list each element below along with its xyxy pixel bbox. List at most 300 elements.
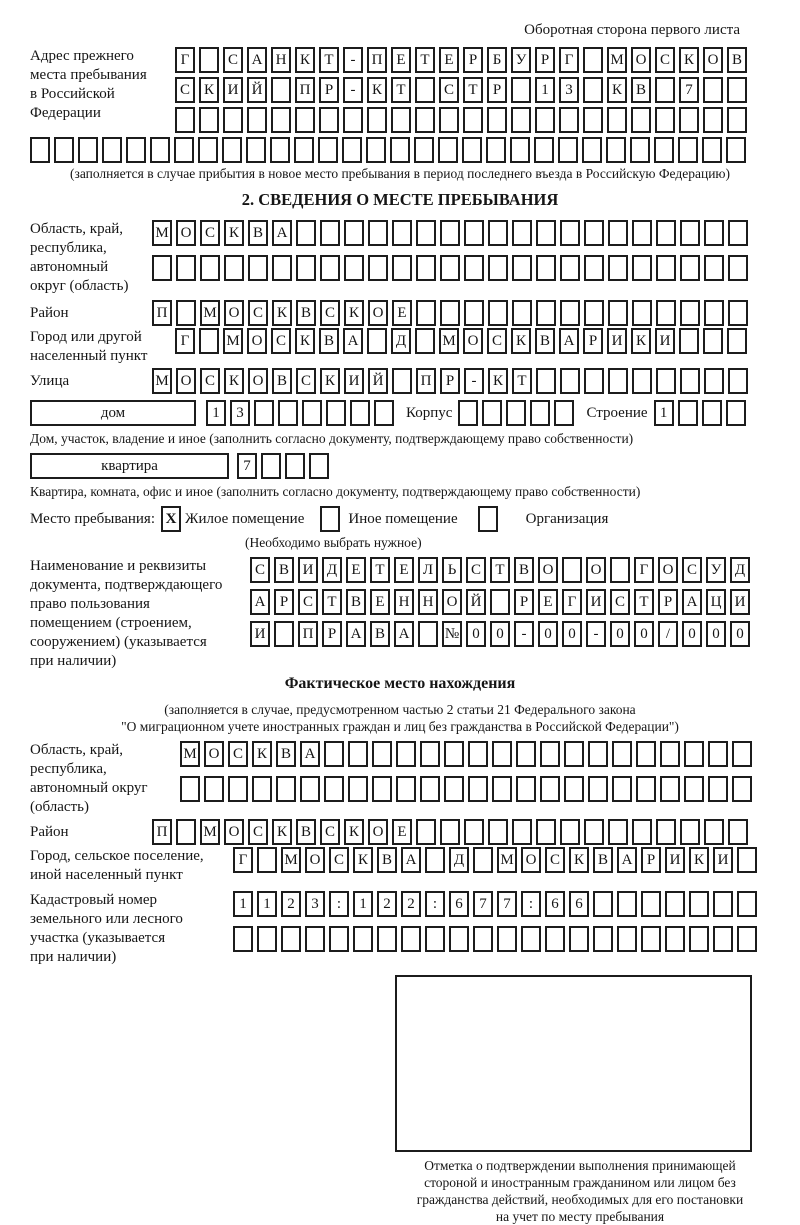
char-box[interactable] (150, 137, 170, 163)
char-box[interactable]: 1 (206, 400, 226, 426)
char-box[interactable]: Д (391, 328, 411, 354)
char-box[interactable] (512, 220, 532, 246)
checkbox-residential[interactable]: X (161, 506, 181, 532)
char-box[interactable] (416, 819, 436, 845)
char-box[interactable] (439, 107, 459, 133)
char-box[interactable] (655, 77, 675, 103)
char-box[interactable] (655, 107, 675, 133)
char-box[interactable] (583, 107, 603, 133)
char-box[interactable]: Н (271, 47, 291, 73)
char-box[interactable] (367, 328, 387, 354)
char-box[interactable]: М (200, 300, 220, 326)
char-box[interactable]: - (514, 621, 534, 647)
char-box[interactable]: / (658, 621, 678, 647)
char-box[interactable] (540, 776, 560, 802)
char-box[interactable] (222, 137, 242, 163)
char-box[interactable]: Й (466, 589, 486, 615)
char-box[interactable]: Е (370, 589, 390, 615)
char-box[interactable] (492, 741, 512, 767)
char-box[interactable]: Р (658, 589, 678, 615)
char-box[interactable]: О (224, 819, 244, 845)
char-box[interactable]: Б (487, 47, 507, 73)
char-box[interactable] (727, 107, 747, 133)
char-box[interactable]: Т (463, 77, 483, 103)
char-box[interactable]: К (607, 77, 627, 103)
char-box[interactable] (390, 137, 410, 163)
char-box[interactable] (636, 741, 656, 767)
char-box[interactable]: И (298, 557, 318, 583)
char-box[interactable]: О (176, 220, 196, 246)
char-box[interactable] (372, 741, 392, 767)
char-box[interactable] (583, 77, 603, 103)
char-box[interactable] (228, 776, 248, 802)
char-box[interactable]: 2 (401, 891, 421, 917)
char-box[interactable] (415, 77, 435, 103)
char-box[interactable]: 0 (490, 621, 510, 647)
char-box[interactable] (296, 220, 316, 246)
char-box[interactable]: К (679, 47, 699, 73)
char-box[interactable] (420, 741, 440, 767)
char-box[interactable] (516, 741, 536, 767)
char-box[interactable] (680, 819, 700, 845)
char-box[interactable] (416, 220, 436, 246)
char-box[interactable] (271, 107, 291, 133)
char-box[interactable] (545, 926, 565, 952)
char-box[interactable] (270, 137, 290, 163)
char-box[interactable] (348, 741, 368, 767)
char-box[interactable]: М (281, 847, 301, 873)
char-box[interactable] (530, 400, 550, 426)
char-box[interactable]: О (368, 819, 388, 845)
char-box[interactable]: К (367, 77, 387, 103)
char-box[interactable] (680, 368, 700, 394)
char-box[interactable]: Н (418, 589, 438, 615)
char-box[interactable] (416, 300, 436, 326)
char-box[interactable] (257, 847, 277, 873)
char-box[interactable] (152, 255, 172, 281)
char-box[interactable] (464, 220, 484, 246)
char-box[interactable]: В (377, 847, 397, 873)
char-box[interactable]: А (394, 621, 414, 647)
char-box[interactable]: 0 (730, 621, 750, 647)
char-box[interactable]: С (296, 368, 316, 394)
char-box[interactable]: В (276, 741, 296, 767)
char-box[interactable]: У (511, 47, 531, 73)
char-box[interactable]: О (463, 328, 483, 354)
char-box[interactable]: О (204, 741, 224, 767)
char-box[interactable] (199, 47, 219, 73)
char-box[interactable] (534, 137, 554, 163)
char-box[interactable] (656, 220, 676, 246)
char-box[interactable] (584, 255, 604, 281)
char-box[interactable]: К (295, 328, 315, 354)
char-box[interactable] (516, 776, 536, 802)
char-box[interactable]: 0 (634, 621, 654, 647)
char-box[interactable]: - (586, 621, 606, 647)
char-box[interactable]: М (439, 328, 459, 354)
char-box[interactable]: С (320, 819, 340, 845)
char-box[interactable]: 1 (257, 891, 277, 917)
char-box[interactable] (564, 741, 584, 767)
char-box[interactable]: 0 (706, 621, 726, 647)
char-box[interactable] (176, 255, 196, 281)
char-box[interactable] (656, 255, 676, 281)
char-box[interactable]: Р (440, 368, 460, 394)
char-box[interactable] (54, 137, 74, 163)
char-box[interactable]: А (300, 741, 320, 767)
char-box[interactable]: И (250, 621, 270, 647)
char-box[interactable] (612, 741, 632, 767)
char-box[interactable] (78, 137, 98, 163)
char-box[interactable] (606, 137, 626, 163)
char-box[interactable]: С (271, 328, 291, 354)
char-box[interactable] (560, 368, 580, 394)
char-box[interactable] (246, 137, 266, 163)
char-box[interactable] (126, 137, 146, 163)
char-box[interactable]: Е (394, 557, 414, 583)
char-box[interactable] (199, 328, 219, 354)
char-box[interactable] (593, 891, 613, 917)
char-box[interactable] (309, 453, 329, 479)
char-box[interactable] (703, 77, 723, 103)
char-box[interactable]: А (272, 220, 292, 246)
char-box[interactable] (512, 300, 532, 326)
char-box[interactable]: 7 (497, 891, 517, 917)
char-box[interactable]: О (368, 300, 388, 326)
char-box[interactable] (488, 255, 508, 281)
char-box[interactable]: К (689, 847, 709, 873)
char-box[interactable] (415, 328, 435, 354)
char-box[interactable] (665, 891, 685, 917)
char-box[interactable]: И (730, 589, 750, 615)
char-box[interactable]: : (521, 891, 541, 917)
char-box[interactable] (704, 300, 724, 326)
char-box[interactable] (689, 926, 709, 952)
char-box[interactable] (631, 107, 651, 133)
char-box[interactable]: Д (730, 557, 750, 583)
char-box[interactable] (612, 776, 632, 802)
char-box[interactable]: 6 (569, 891, 589, 917)
char-box[interactable]: О (305, 847, 325, 873)
char-box[interactable] (285, 453, 305, 479)
char-box[interactable]: Т (490, 557, 510, 583)
char-box[interactable]: Т (322, 589, 342, 615)
char-box[interactable] (632, 300, 652, 326)
char-box[interactable] (271, 77, 291, 103)
char-box[interactable]: И (655, 328, 675, 354)
char-box[interactable]: О (247, 328, 267, 354)
char-box[interactable] (329, 926, 349, 952)
char-box[interactable]: Е (392, 819, 412, 845)
char-box[interactable]: И (586, 589, 606, 615)
char-box[interactable]: В (296, 300, 316, 326)
char-box[interactable] (536, 819, 556, 845)
char-box[interactable]: С (610, 589, 630, 615)
char-box[interactable] (608, 819, 628, 845)
char-box[interactable]: О (538, 557, 558, 583)
char-box[interactable] (30, 137, 50, 163)
char-box[interactable]: К (488, 368, 508, 394)
char-box[interactable] (737, 926, 757, 952)
char-box[interactable] (482, 400, 502, 426)
char-box[interactable] (704, 819, 724, 845)
char-box[interactable] (176, 819, 196, 845)
char-box[interactable] (488, 300, 508, 326)
char-box[interactable]: М (152, 368, 172, 394)
char-box[interactable] (660, 741, 680, 767)
char-box[interactable] (583, 47, 603, 73)
char-box[interactable]: Р (641, 847, 661, 873)
char-box[interactable] (728, 220, 748, 246)
char-box[interactable] (438, 137, 458, 163)
char-box[interactable]: С (223, 47, 243, 73)
char-box[interactable] (377, 926, 397, 952)
char-box[interactable]: 1 (233, 891, 253, 917)
char-box[interactable]: В (272, 368, 292, 394)
char-box[interactable] (536, 368, 556, 394)
char-box[interactable]: П (152, 300, 172, 326)
char-box[interactable]: К (353, 847, 373, 873)
char-box[interactable] (342, 137, 362, 163)
char-box[interactable] (464, 300, 484, 326)
char-box[interactable]: С (466, 557, 486, 583)
char-box[interactable]: К (272, 819, 292, 845)
char-box[interactable] (511, 77, 531, 103)
char-box[interactable] (608, 220, 628, 246)
char-box[interactable] (462, 137, 482, 163)
char-box[interactable]: : (329, 891, 349, 917)
char-box[interactable] (344, 255, 364, 281)
char-box[interactable] (704, 368, 724, 394)
char-box[interactable] (728, 368, 748, 394)
char-box[interactable]: О (248, 368, 268, 394)
char-box[interactable] (713, 926, 733, 952)
char-box[interactable]: 1 (535, 77, 555, 103)
char-box[interactable]: А (343, 328, 363, 354)
char-box[interactable] (391, 107, 411, 133)
char-box[interactable]: П (298, 621, 318, 647)
char-box[interactable] (295, 107, 315, 133)
char-box[interactable]: К (511, 328, 531, 354)
char-box[interactable]: С (200, 220, 220, 246)
char-box[interactable] (276, 776, 296, 802)
char-box[interactable] (540, 741, 560, 767)
char-box[interactable] (174, 137, 194, 163)
char-box[interactable]: М (607, 47, 627, 73)
char-box[interactable] (704, 220, 724, 246)
char-box[interactable]: К (569, 847, 589, 873)
char-box[interactable]: Г (175, 47, 195, 73)
char-box[interactable]: С (320, 300, 340, 326)
char-box[interactable] (610, 557, 630, 583)
char-box[interactable]: М (497, 847, 517, 873)
char-box[interactable]: Т (319, 47, 339, 73)
char-box[interactable] (425, 847, 445, 873)
char-box[interactable]: 7 (679, 77, 699, 103)
char-box[interactable] (415, 107, 435, 133)
char-box[interactable] (593, 926, 613, 952)
char-box[interactable]: С (545, 847, 565, 873)
char-box[interactable] (414, 137, 434, 163)
char-box[interactable] (702, 137, 722, 163)
char-box[interactable] (458, 400, 478, 426)
char-box[interactable] (392, 368, 412, 394)
char-box[interactable] (257, 926, 277, 952)
char-box[interactable]: О (586, 557, 606, 583)
char-box[interactable] (440, 300, 460, 326)
char-box[interactable] (512, 255, 532, 281)
char-box[interactable] (416, 255, 436, 281)
char-box[interactable]: 1 (353, 891, 373, 917)
char-box[interactable] (254, 400, 274, 426)
char-box[interactable] (588, 776, 608, 802)
char-box[interactable] (367, 107, 387, 133)
char-box[interactable]: 2 (377, 891, 397, 917)
char-box[interactable]: Й (247, 77, 267, 103)
char-box[interactable] (180, 776, 200, 802)
char-box[interactable] (560, 300, 580, 326)
char-box[interactable] (560, 255, 580, 281)
char-box[interactable] (656, 819, 676, 845)
char-box[interactable]: П (367, 47, 387, 73)
char-box[interactable] (636, 776, 656, 802)
char-box[interactable]: Д (449, 847, 469, 873)
char-box[interactable] (444, 741, 464, 767)
char-box[interactable] (490, 589, 510, 615)
char-box[interactable]: Р (583, 328, 603, 354)
char-box[interactable] (703, 328, 723, 354)
char-box[interactable] (296, 255, 316, 281)
char-box[interactable] (708, 741, 728, 767)
char-box[interactable] (468, 776, 488, 802)
char-box[interactable]: К (344, 300, 364, 326)
char-box[interactable]: А (346, 621, 366, 647)
char-box[interactable] (278, 400, 298, 426)
char-box[interactable] (560, 220, 580, 246)
char-box[interactable] (608, 255, 628, 281)
char-box[interactable]: В (631, 77, 651, 103)
char-box[interactable] (727, 328, 747, 354)
char-box[interactable] (632, 255, 652, 281)
char-box[interactable]: О (224, 300, 244, 326)
char-box[interactable] (374, 400, 394, 426)
char-box[interactable]: 2 (281, 891, 301, 917)
char-box[interactable]: 3 (305, 891, 325, 917)
char-box[interactable]: М (223, 328, 243, 354)
char-box[interactable]: Д (322, 557, 342, 583)
char-box[interactable]: Е (346, 557, 366, 583)
char-box[interactable] (617, 926, 637, 952)
char-box[interactable] (656, 300, 676, 326)
char-box[interactable]: С (487, 328, 507, 354)
char-box[interactable]: Н (394, 589, 414, 615)
char-box[interactable]: С (248, 300, 268, 326)
char-box[interactable]: С (200, 368, 220, 394)
char-box[interactable]: Т (370, 557, 390, 583)
char-box[interactable]: 0 (610, 621, 630, 647)
char-box[interactable] (252, 776, 272, 802)
checkbox-other-premises[interactable] (320, 506, 340, 532)
char-box[interactable]: Г (559, 47, 579, 73)
char-box[interactable] (488, 819, 508, 845)
char-box[interactable] (665, 926, 685, 952)
char-box[interactable]: И (665, 847, 685, 873)
char-box[interactable]: 7 (473, 891, 493, 917)
char-box[interactable]: 3 (230, 400, 250, 426)
char-box[interactable] (372, 776, 392, 802)
char-box[interactable]: С (250, 557, 270, 583)
char-box[interactable] (418, 621, 438, 647)
char-box[interactable]: С (655, 47, 675, 73)
char-box[interactable] (294, 137, 314, 163)
char-box[interactable]: К (224, 220, 244, 246)
char-box[interactable]: Р (274, 589, 294, 615)
char-box[interactable]: И (713, 847, 733, 873)
char-box[interactable] (726, 137, 746, 163)
char-box[interactable]: В (593, 847, 613, 873)
char-box[interactable]: Р (535, 47, 555, 73)
char-box[interactable] (324, 776, 344, 802)
char-box[interactable] (198, 137, 218, 163)
char-box[interactable]: Р (514, 589, 534, 615)
char-box[interactable] (641, 891, 661, 917)
char-box[interactable] (704, 255, 724, 281)
char-box[interactable] (617, 891, 637, 917)
char-box[interactable] (689, 891, 709, 917)
char-box[interactable]: С (175, 77, 195, 103)
char-box[interactable] (318, 137, 338, 163)
char-box[interactable] (679, 107, 699, 133)
char-box[interactable] (464, 255, 484, 281)
char-box[interactable]: П (416, 368, 436, 394)
char-box[interactable]: Р (322, 621, 342, 647)
char-box[interactable] (588, 741, 608, 767)
char-box[interactable] (608, 300, 628, 326)
char-box[interactable]: Л (418, 557, 438, 583)
char-box[interactable]: И (223, 77, 243, 103)
char-box[interactable]: В (370, 621, 390, 647)
char-box[interactable] (326, 400, 346, 426)
char-box[interactable]: 7 (237, 453, 257, 479)
char-box[interactable]: Г (562, 589, 582, 615)
char-box[interactable] (680, 300, 700, 326)
char-box[interactable] (176, 300, 196, 326)
char-box[interactable]: Ь (442, 557, 462, 583)
char-box[interactable]: М (180, 741, 200, 767)
char-box[interactable]: К (344, 819, 364, 845)
char-box[interactable]: С (682, 557, 702, 583)
char-box[interactable] (732, 776, 752, 802)
char-box[interactable] (558, 137, 578, 163)
char-box[interactable] (425, 926, 445, 952)
char-box[interactable] (582, 137, 602, 163)
char-box[interactable]: К (320, 368, 340, 394)
char-box[interactable] (584, 368, 604, 394)
char-box[interactable]: 6 (449, 891, 469, 917)
char-box[interactable]: Й (368, 368, 388, 394)
char-box[interactable]: О (521, 847, 541, 873)
char-box[interactable]: К (252, 741, 272, 767)
char-box[interactable] (708, 776, 728, 802)
char-box[interactable]: В (248, 220, 268, 246)
char-box[interactable]: Е (391, 47, 411, 73)
char-box[interactable] (632, 368, 652, 394)
char-box[interactable] (440, 220, 460, 246)
char-box[interactable] (396, 741, 416, 767)
char-box[interactable] (353, 926, 373, 952)
char-box[interactable]: В (535, 328, 555, 354)
char-box[interactable] (224, 255, 244, 281)
